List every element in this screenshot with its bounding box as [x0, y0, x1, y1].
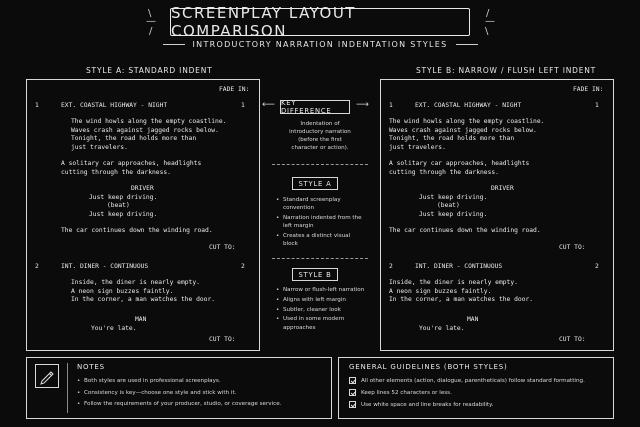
character-name: DRIVER: [131, 185, 154, 192]
action-line: A neon sign buzzes faintly.: [71, 287, 174, 295]
action-line: Inside, the diner is nearly empty.: [71, 279, 200, 286]
action-line: A solitary car approaches, headlights: [389, 160, 530, 167]
style-b-label: STYLE B: NARROW / FLUSH LEFT INDENT: [416, 66, 597, 75]
style-a-label: STYLE A: STANDARD INDENT: [86, 66, 213, 75]
notes-panel: [26, 357, 332, 419]
list-item: • Follow the requirements of your producer, studio, or coverage service.: [77, 399, 327, 411]
notes-title: NOTES: [77, 363, 105, 371]
scene-heading: INT. DINER - CONTINUOUS: [415, 263, 503, 270]
list-item: • Used in some modern approaches: [276, 315, 366, 331]
guidelines-title: GENERAL GUIDELINES (BOTH STYLES): [349, 363, 508, 371]
narration-line: Tonight, the road holds more than: [71, 135, 197, 142]
scene-number: 1: [241, 102, 245, 109]
scene-number: 2: [389, 263, 393, 270]
action-line: A solitary car approaches, headlights: [61, 160, 202, 167]
dialogue-line: You're late.: [91, 324, 137, 332]
action-line: The car continues down the winding road.: [61, 227, 213, 234]
action-line: cutting through the darkness.: [61, 168, 171, 176]
style-b-tag: STYLE B: [292, 268, 338, 281]
scene-number: 1: [35, 102, 39, 109]
action-line: A neon sign buzzes faintly.: [389, 287, 492, 295]
action-line: In the corner, a man watches the door.: [389, 296, 534, 303]
narration-line: Waves crash against jagged rocks below.: [389, 126, 537, 134]
checkbox-checked-icon: [349, 377, 356, 384]
dialogue-line: Just keep driving.: [89, 210, 158, 218]
page-subtitle: INTRODUCTORY NARRATION INDENTATION STYLES: [0, 40, 640, 49]
action-line: In the corner, a man watches the door.: [71, 296, 216, 303]
list-item: • Consistency is key—choose one style and stick with it.: [77, 388, 327, 400]
action-line: Inside, the diner is nearly empty.: [389, 279, 518, 286]
list-item: All other elements (action, dialogue, parentheticals) follow standard formatting.: [349, 375, 611, 387]
left-arrow-icon: ⟵: [262, 100, 275, 110]
sparkle-icon: /: [149, 26, 153, 37]
dialogue-line: You're late.: [419, 324, 465, 332]
scene-number: 2: [35, 263, 39, 270]
scene-heading: EXT. COASTAL HIGHWAY - NIGHT: [415, 102, 522, 109]
scene-number: 1: [389, 102, 393, 109]
pencil-icon: [35, 364, 59, 388]
sparkle-icon: —: [146, 16, 156, 27]
scene-number: 1: [595, 102, 599, 109]
narration-line: Waves crash against jagged rocks below.: [71, 126, 219, 134]
list-item: • Creates a distinct visual block: [276, 232, 366, 248]
character-name: MAN: [135, 316, 147, 323]
checkbox-checked-icon: [349, 401, 356, 408]
list-item: • Narrow or flush-left narration: [276, 286, 366, 294]
list-item: Keep lines 52 characters or less.: [349, 387, 611, 399]
key-difference-label: KEY DIFFERENCE: [280, 100, 350, 114]
list-item: • Subtler, cleaner look: [276, 306, 366, 314]
narration-line: just travelers.: [71, 143, 128, 151]
dialogue-line: Just keep driving.: [419, 210, 488, 218]
sparkle-icon: \: [148, 8, 152, 19]
transition: CUT TO:: [559, 336, 586, 343]
scene-number: 2: [241, 263, 245, 270]
divider: [272, 164, 368, 165]
sparkle-icon: \: [485, 26, 489, 37]
parenthetical: (beat): [107, 202, 130, 209]
sparkle-icon: —: [485, 16, 495, 27]
character-name: DRIVER: [491, 185, 514, 192]
parenthetical: (beat): [437, 202, 460, 209]
style-a-tag: STYLE A: [292, 177, 338, 190]
list-item: • Standard screenplay convention: [276, 196, 366, 212]
style-a-points: [276, 196, 366, 250]
list-item: • Both styles are used in professional screenplays.: [77, 376, 327, 388]
list-item: • Narration indented from the left margin: [276, 214, 366, 230]
narration-line: Tonight, the road holds more than: [389, 135, 515, 142]
right-arrow-icon: ⟶: [356, 100, 369, 110]
action-line: cutting through the darkness.: [389, 168, 499, 176]
fade-in: FADE IN:: [219, 86, 250, 93]
transition: CUT TO:: [209, 336, 236, 343]
dialogue-line: Just keep driving.: [89, 193, 158, 201]
checkbox-checked-icon: [349, 389, 356, 396]
narration-line: just travelers.: [389, 143, 446, 151]
scene-heading: INT. DINER - CONTINUOUS: [61, 263, 149, 270]
character-name: MAN: [467, 316, 479, 323]
key-difference-text: Indentation of introductory narration (before the first character or action).: [289, 121, 351, 151]
fade-in: FADE IN:: [573, 86, 604, 93]
transition: CUT TO:: [559, 244, 586, 251]
transition: CUT TO:: [209, 244, 236, 251]
style-b-points: [276, 286, 366, 333]
narration-line: The wind howls along the empty coastline.: [71, 118, 227, 125]
list-item: • Aligns with left margin: [276, 296, 366, 304]
sparkle-icon: /: [486, 8, 490, 19]
guidelines-panel: [338, 357, 614, 419]
notes-items: [77, 376, 327, 411]
dialogue-line: Just keep driving.: [419, 193, 488, 201]
action-line: The car continues down the winding road.: [389, 227, 541, 234]
guidelines-items: [349, 375, 611, 411]
scene-heading: EXT. COASTAL HIGHWAY - NIGHT: [61, 102, 168, 109]
divider: [67, 363, 68, 413]
divider: [272, 258, 368, 259]
list-item: Use white space and line breaks for readability.: [349, 399, 611, 411]
page-title: SCREENPLAY LAYOUT COMPARISON: [170, 8, 470, 36]
screenplay-page-style-b: [380, 79, 614, 351]
screenplay-page-style-a: [26, 79, 260, 351]
scene-number: 2: [595, 263, 599, 270]
narration-line: The wind howls along the empty coastline.: [389, 118, 545, 125]
